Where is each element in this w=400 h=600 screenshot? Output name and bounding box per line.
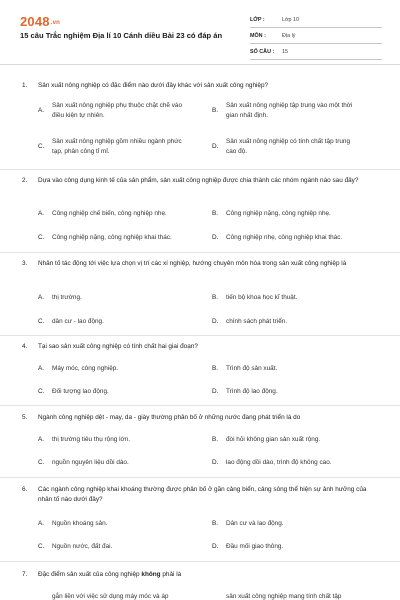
- question-text: Ngành công nghiệp dệt - may, da - giày thường phân bố ở những nước đang phát triển là do: [38, 414, 301, 421]
- option-letter: A.: [38, 107, 45, 114]
- option-text: dân cư - lao động.: [52, 318, 104, 325]
- option-letter: B.: [212, 210, 219, 217]
- meta-key: MÔN :: [250, 32, 266, 39]
- question-6: [22, 485, 376, 505]
- option-letter: C.: [38, 234, 45, 241]
- question-3: [22, 259, 376, 269]
- meta-key: SỐ CÂU :: [250, 48, 275, 55]
- option-d[interactable]: [212, 542, 387, 552]
- option-d[interactable]: [212, 233, 392, 243]
- question-divider: [0, 169, 400, 170]
- meta-row-class: [250, 12, 382, 28]
- option-letter: D.: [212, 318, 219, 325]
- option-letter: C.: [38, 318, 45, 325]
- question-divider: [0, 335, 400, 336]
- option-d[interactable]: [212, 387, 387, 397]
- option-letter: A.: [38, 520, 45, 527]
- option-d[interactable]: [212, 458, 392, 468]
- question-text: Dựa vào công dụng kinh tế của sản phẩm, sản xuất công nghiệp được chia thành các nhóm ngành nào sau đây?: [38, 177, 359, 184]
- option-letter: B.: [212, 436, 219, 443]
- option-text: sản xuất công nghiệp mang tính chất tập: [226, 593, 342, 600]
- question-text: Tại sao sản xuất công nghiệp có tính chất hai giai đoạn?: [38, 343, 198, 350]
- option-letter: B.: [212, 520, 219, 527]
- option-text: Công nghiệp chế biến, công nghiệp nhẹ.: [52, 210, 167, 217]
- option-b[interactable]: [212, 209, 387, 219]
- option-c[interactable]: [38, 542, 208, 552]
- option-text: gắn liền với việc sử dụng máy móc và áp: [52, 593, 169, 600]
- question-text: Các ngành công nghiệp khai khoáng thường được phân bố ở gần cảng biển, cảng sông thể hiện sự ảnh hưởng của nhân tố nào dưới đây?: [38, 486, 367, 503]
- option-text: Sản xuất nông nghiệp gồm nhiều ngành phức tạp, phân công tỉ mỉ.: [52, 138, 182, 155]
- option-b[interactable]: [212, 519, 387, 529]
- option-a[interactable]: [38, 435, 208, 445]
- option-text: Nguồn khoáng sản.: [52, 520, 108, 527]
- option-a[interactable]: [38, 519, 208, 529]
- option-letter: A.: [38, 436, 45, 443]
- question-7: [22, 570, 376, 580]
- option-d[interactable]: [212, 137, 362, 157]
- option-letter: D.: [212, 459, 219, 466]
- option-b[interactable]: [212, 435, 387, 445]
- meta-row-count: [250, 44, 382, 60]
- meta-value: Địa lý: [282, 32, 296, 39]
- option-a[interactable]: [38, 364, 208, 374]
- question-number: 7.: [22, 571, 28, 578]
- option-text: tiến bộ khoa học kĩ thuật.: [226, 294, 298, 301]
- option-letter: D.: [212, 234, 219, 241]
- option-text: Trình độ lao động.: [226, 388, 278, 395]
- document-meta-table: [250, 12, 382, 60]
- option-letter: D.: [212, 143, 219, 150]
- question-divider: [0, 561, 400, 562]
- site-logo[interactable]: 2048.vn: [20, 14, 61, 29]
- option-letter: D.: [212, 388, 219, 395]
- header-divider: [0, 64, 400, 65]
- meta-row-subject: [250, 28, 382, 44]
- option-b[interactable]: [212, 293, 387, 303]
- question-number: 4.: [22, 343, 28, 350]
- question-number: 6.: [22, 486, 28, 493]
- option-text: đòi hỏi không gian sản xuất rộng.: [226, 436, 321, 443]
- question-divider: [0, 405, 400, 406]
- question-1: [22, 81, 376, 91]
- option-text: Nguồn nước, đất đai.: [52, 543, 113, 550]
- option-text: Công nghiệp nặng, công nghiệp nhẹ.: [226, 210, 331, 217]
- option-text: Đối tượng lao động.: [52, 388, 109, 395]
- option-text: lao động dồi dào, trình độ không cao.: [226, 459, 332, 466]
- meta-value: 15: [282, 48, 288, 55]
- question-text: Đặc điểm sản xuất của công nghiệp không phải là: [38, 571, 182, 578]
- option-c[interactable]: [38, 137, 188, 157]
- option-d[interactable]: [212, 317, 387, 327]
- option-text: Dân cư và lao động.: [226, 520, 284, 527]
- question-number: 2.: [22, 177, 28, 184]
- option-text: Công nghiệp nhẹ, công nghiệp khai thác.: [226, 234, 343, 241]
- option-letter: A.: [38, 365, 45, 372]
- option-text: chính sách phát triển.: [226, 318, 288, 325]
- question-2: [22, 176, 376, 186]
- option-text: Máy móc, công nghiệp.: [52, 365, 119, 372]
- option-letter: D.: [212, 543, 219, 550]
- meta-value: Lớp 10: [282, 16, 300, 23]
- option-letter: C.: [38, 143, 45, 150]
- question-5: [22, 413, 376, 423]
- option-text: Trình độ sản xuất.: [226, 365, 278, 372]
- option-letter: B.: [212, 107, 219, 114]
- option-c[interactable]: [38, 387, 208, 397]
- question-4: [22, 342, 376, 352]
- option-text: thị trường.: [52, 294, 82, 301]
- option-letter: B.: [212, 294, 219, 301]
- option-a[interactable]: [38, 209, 208, 219]
- document-title: 15 câu Trắc nghiệm Địa lí 10 Cánh diều Bài 23 có đáp án: [20, 31, 223, 40]
- option-a[interactable]: [38, 101, 188, 121]
- question-divider: [0, 252, 400, 253]
- option-text: Sản xuất nông nghiệp có tính chất tập trung cao độ.: [226, 138, 350, 155]
- option-c[interactable]: [38, 317, 208, 327]
- option-text: Công nghiệp nặng, công nghiệp khai thác.: [52, 234, 172, 241]
- option-a[interactable]: [38, 293, 208, 303]
- option-b[interactable]: [212, 592, 387, 600]
- option-c[interactable]: [38, 458, 208, 468]
- page-header: [0, 0, 400, 78]
- option-letter: B.: [212, 365, 219, 372]
- option-letter: C.: [38, 543, 45, 550]
- question-number: 1.: [22, 82, 28, 89]
- option-b[interactable]: [212, 101, 362, 121]
- option-letter: A.: [38, 210, 45, 217]
- emphasis-text: không: [141, 571, 161, 578]
- option-text: Sản xuất nông nghiệp phụ thuộc chặt chẽ vào điều kiện tự nhiên.: [52, 102, 183, 119]
- option-text: Sản xuất nông nghiệp tập trung vào một thời gian nhất định.: [226, 102, 353, 119]
- option-letter: A.: [38, 294, 45, 301]
- option-text: Đầu mối giao thông.: [226, 543, 284, 550]
- question-text: Sản xuất nông nghiệp có đặc điểm nào dưới đây khác với sản xuất công nghiệp?: [38, 82, 269, 89]
- option-text: thị trường tiêu thụ rộng lớn.: [52, 436, 131, 443]
- option-text: nguồn nguyên liệu dồi dào.: [52, 459, 129, 466]
- meta-key: LỚP :: [250, 16, 265, 23]
- option-a[interactable]: [38, 592, 208, 600]
- question-text: Nhân tố tác động tới việc lựa chọn vị trí các xí nghiệp, hướng chuyên môn hóa trong sản xuất công nghiệp là: [38, 260, 347, 267]
- question-number: 3.: [22, 260, 28, 267]
- option-c[interactable]: [38, 233, 208, 243]
- option-letter: C.: [38, 459, 45, 466]
- question-divider: [0, 477, 400, 478]
- option-letter: C.: [38, 388, 45, 395]
- option-b[interactable]: [212, 364, 387, 374]
- question-number: 5.: [22, 414, 28, 421]
